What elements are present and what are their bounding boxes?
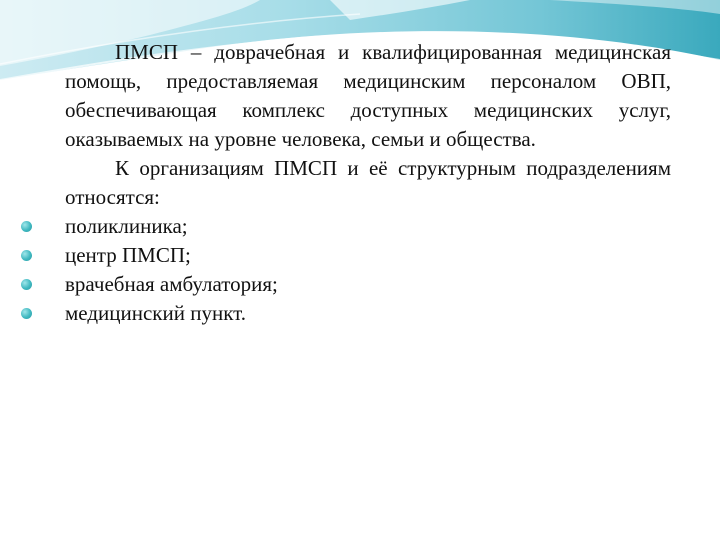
list-item (65, 299, 671, 328)
bullet-icon (21, 250, 32, 261)
list-item (65, 270, 671, 299)
list-item (65, 212, 671, 241)
list-item (65, 241, 671, 270)
list-item-text: центр ПМСП; (65, 243, 191, 267)
definition-paragraph: ПМСП – доврачебная и квалифицированная медицинская помощь, предоставляемая медицинским персоналом ОВП, обеспечивающая комплекс доступных медицинских услуг, оказываемых на уровне человека, семьи и общества. (65, 40, 671, 151)
slide-content (65, 38, 671, 328)
organizations-list (65, 212, 671, 328)
organizations-intro-paragraph: К организациям ПМСП и её структурным подразделениям относятся: (65, 156, 671, 209)
list-item-text: врачебная амбулатория; (65, 272, 278, 296)
list-item-text: медицинский пункт. (65, 301, 246, 325)
bullet-icon (21, 308, 32, 319)
bullet-icon (21, 221, 32, 232)
bullet-icon (21, 279, 32, 290)
list-item-text: поликлиника; (65, 214, 188, 238)
